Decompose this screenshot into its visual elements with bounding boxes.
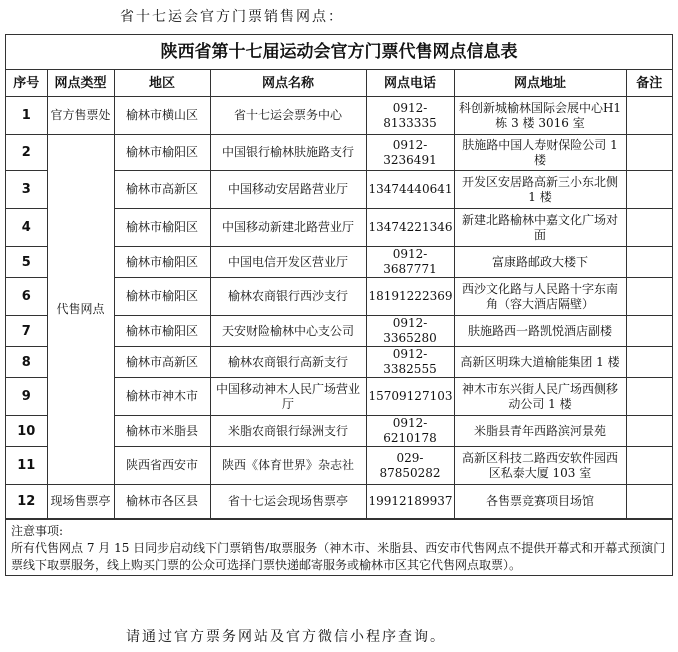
note-cell [626, 97, 672, 135]
outlet-type: 现场售票亭 [47, 485, 114, 519]
row-number: 4 [6, 209, 47, 247]
note-cell [626, 209, 672, 247]
area-cell: 榆林市各区县 [114, 485, 210, 519]
area-cell: 榆林市榆阳区 [114, 316, 210, 347]
outlet-name: 省十七运会现场售票亭 [210, 485, 366, 519]
row-number: 5 [6, 247, 47, 278]
outlet-name: 陕西《体育世界》杂志社 [210, 447, 366, 485]
row-number: 10 [6, 416, 47, 447]
area-cell: 榆林市米脂县 [114, 416, 210, 447]
note-cell [626, 416, 672, 447]
address-cell: 高新区明珠大道榆能集团 1 楼 [454, 347, 626, 378]
area-cell: 榆林市榆阳区 [114, 135, 210, 171]
row-number: 8 [6, 347, 47, 378]
outlet-name: 中国移动安居路营业厅 [210, 171, 366, 209]
address-cell: 科创新城榆林国际会展中心H1栋 3 楼 3016 室 [454, 97, 626, 135]
header-cell: 网点地址 [454, 70, 626, 97]
row-number: 7 [6, 316, 47, 347]
note-cell [626, 485, 672, 519]
outlet-name: 中国移动新建北路营业厅 [210, 209, 366, 247]
outlet-name: 省十七运会票务中心 [210, 97, 366, 135]
area-cell: 榆林市神木市 [114, 378, 210, 416]
phone-cell: 0912-3236491 [366, 135, 454, 171]
header-cell: 网点电话 [366, 70, 454, 97]
note-cell [626, 171, 672, 209]
phone-cell: 0912-3382555 [366, 347, 454, 378]
address-cell: 高新区科技二路西安软件园西区私泰大厦 103 室 [454, 447, 626, 485]
address-cell: 各售票竞赛项目场馆 [454, 485, 626, 519]
row-number: 12 [6, 485, 47, 519]
area-cell: 榆林市榆阳区 [114, 247, 210, 278]
area-cell: 榆林市榆阳区 [114, 209, 210, 247]
outlet-name: 中国移动神木人民广场营业厅 [210, 378, 366, 416]
outlet-name: 天安财险榆林中心支公司 [210, 316, 366, 347]
outlet-type: 代售网点 [47, 135, 114, 485]
outlet-name: 米脂农商银行绿洲支行 [210, 416, 366, 447]
area-cell: 榆林市榆阳区 [114, 278, 210, 316]
table-title: 陕西省第十七届运动会官方门票代售网点信息表 [6, 35, 672, 70]
ticket-outlet-table-frame [5, 34, 673, 576]
header-cell: 地区 [114, 70, 210, 97]
notes-text: 所有代售网点 7 月 15 日同步启动线下门票销售/取票服务（神木市、米脂县、西安市代售网点不提供开幕式和开幕式预演门票线下取票服务，线上购买门票的公众可选择门票快递邮寄服务或榆林市区其它代售网点取票）。 [11, 541, 666, 572]
phone-cell: 0912-8133335 [366, 97, 454, 135]
address-cell: 肤施路中国人寿财保险公司 1楼 [454, 135, 626, 171]
header-cell: 备注 [626, 70, 672, 97]
phone-cell: 029-87850282 [366, 447, 454, 485]
phone-cell: 13474440641 [366, 171, 454, 209]
area-cell: 榆林市横山区 [114, 97, 210, 135]
bottom-caption: 请通过官方票务网站及官方微信小程序查询。 [126, 629, 446, 645]
phone-cell: 19912189937 [366, 485, 454, 519]
header-row [6, 70, 672, 97]
outlet-name: 榆林农商银行高新支行 [210, 347, 366, 378]
table-row [6, 135, 672, 171]
note-cell [626, 278, 672, 316]
row-number: 3 [6, 171, 47, 209]
note-cell [626, 316, 672, 347]
row-number: 2 [6, 135, 47, 171]
table-row [6, 97, 672, 135]
phone-cell: 0912-6210178 [366, 416, 454, 447]
outlet-type: 官方售票处 [47, 97, 114, 135]
header-cell: 网点类型 [47, 70, 114, 97]
address-cell: 开发区安居路高新三小东北侧 1 楼 [454, 171, 626, 209]
address-cell: 神木市东兴街人民广场西侧移动公司 1 楼 [454, 378, 626, 416]
phone-cell: 13474221346 [366, 209, 454, 247]
note-cell [626, 347, 672, 378]
address-cell: 米脂县青年西路滨河景苑 [454, 416, 626, 447]
ticket-outlet-table [6, 70, 672, 519]
area-cell: 陕西省西安市 [114, 447, 210, 485]
header-cell: 序号 [6, 70, 47, 97]
row-number: 6 [6, 278, 47, 316]
outlet-name: 中国银行榆林肤施路支行 [210, 135, 366, 171]
note-cell [626, 135, 672, 171]
address-cell: 肤施路西一路凯悦酒店副楼 [454, 316, 626, 347]
notes-section [6, 519, 672, 575]
area-cell: 榆林市高新区 [114, 347, 210, 378]
outlet-name: 中国电信开发区营业厅 [210, 247, 366, 278]
phone-cell: 18191222369 [366, 278, 454, 316]
area-cell: 榆林市高新区 [114, 171, 210, 209]
address-cell: 新建北路榆林中嘉文化广场对面 [454, 209, 626, 247]
note-cell [626, 378, 672, 416]
note-cell [626, 247, 672, 278]
top-caption: 省十七运会官方门票销售网点： [120, 9, 344, 25]
row-number: 9 [6, 378, 47, 416]
phone-cell: 0912-3687771 [366, 247, 454, 278]
phone-cell: 15709127103 [366, 378, 454, 416]
notes-label: 注意事项: [11, 524, 64, 538]
header-cell: 网点名称 [210, 70, 366, 97]
phone-cell: 0912-3365280 [366, 316, 454, 347]
row-number: 11 [6, 447, 47, 485]
note-cell [626, 447, 672, 485]
row-number: 1 [6, 97, 47, 135]
table-row [6, 485, 672, 519]
outlet-name: 榆林农商银行西沙支行 [210, 278, 366, 316]
address-cell: 富康路邮政大楼下 [454, 247, 626, 278]
address-cell: 西沙文化路与人民路十字东南角（容大酒店隔壁） [454, 278, 626, 316]
